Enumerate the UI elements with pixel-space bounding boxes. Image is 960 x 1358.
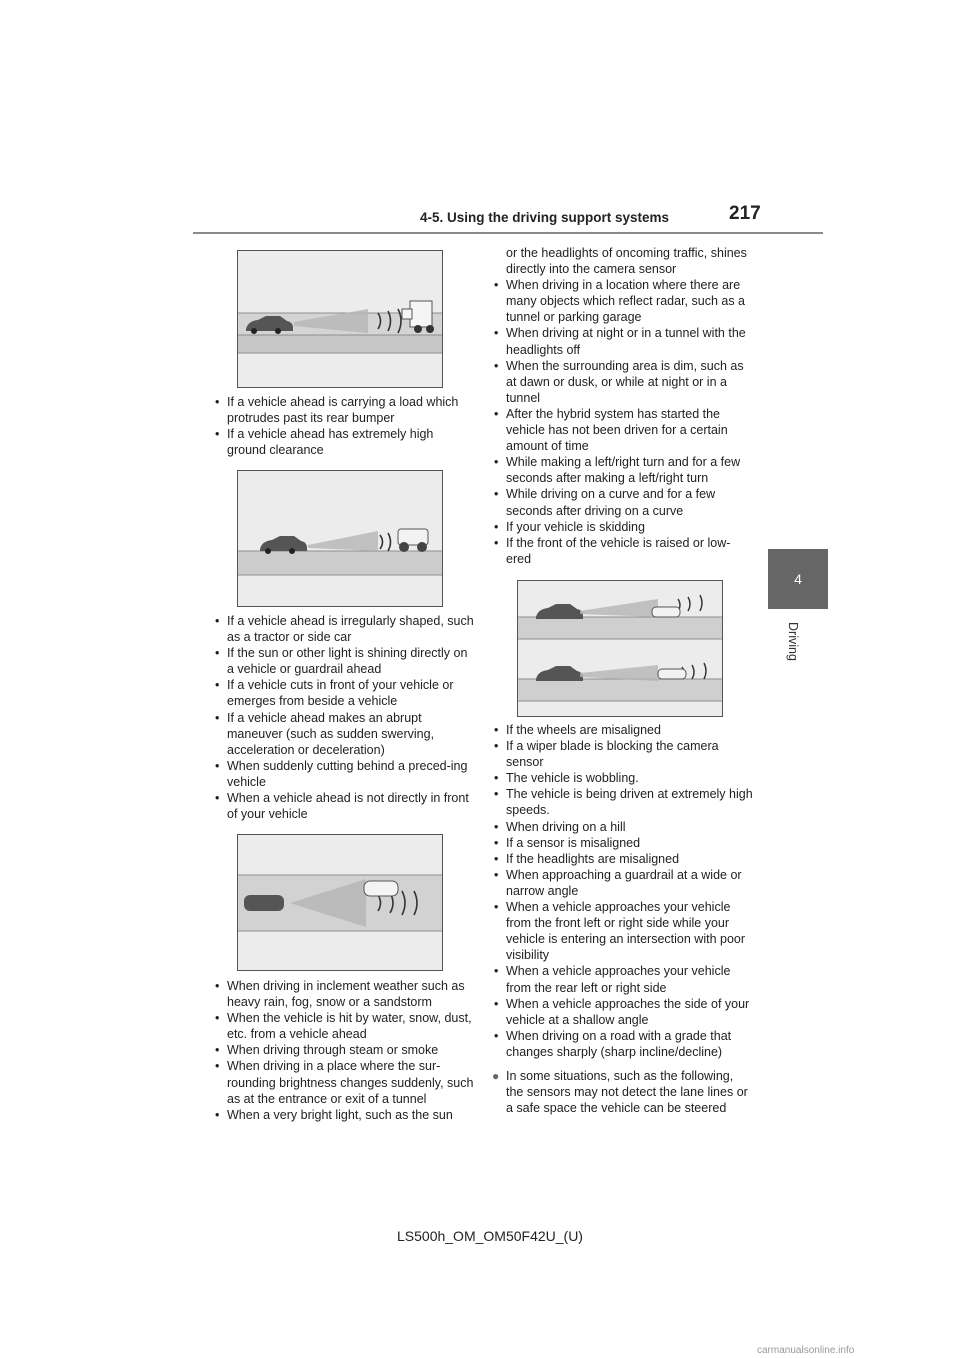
list-item: • When a vehicle approaches your vehicle from the front left or right side while your vehicle is entering an intersection with poor visibility <box>492 899 754 963</box>
list-item: • When the surrounding area is dim, such as at dawn or dusk, or while at night or in a tunnel <box>492 358 754 406</box>
list-item: • If the wheels are misaligned <box>492 722 754 738</box>
list-item: • When driving on a hill <box>492 819 754 835</box>
watermark: carmanualsonline.info <box>757 1345 855 1356</box>
list-item: • If a wiper blade is blocking the camera sensor <box>492 738 754 770</box>
list-item: • If the headlights are misaligned <box>492 851 754 867</box>
right-list-1 <box>492 245 754 567</box>
list-item: • If your vehicle is skidding <box>492 519 754 535</box>
right-list-2 <box>492 722 754 1116</box>
illustration-high-clearance <box>237 470 443 607</box>
list-item: • While driving on a curve and for a few seconds after driving on a curve <box>492 486 754 518</box>
list-item: • While making a left/right turn and for a few seconds after making a left/right turn <box>492 454 754 486</box>
continued-text: or the headlights of oncoming traffic, shines directly into the camera sensor <box>506 246 747 277</box>
list-item: • If a vehicle ahead makes an abrupt maneuver (such as sudden swerving, acceleration or deceleration) <box>213 710 475 758</box>
note-paragraph: ● In some situations, such as the following, the sensors may not detect the lane lines or a safe space the vehicle can be steered <box>492 1068 754 1116</box>
list-item: • If a vehicle ahead is irregularly shaped, such as a tractor or side car <box>213 613 475 645</box>
list-item: • When driving in a location where there are many objects which reflect radar, such as a tunnel or parking garage <box>492 277 754 325</box>
list-item: • When driving in a place where the sur-rounding brightness changes suddenly, such as at the entrance or exit of a tunnel <box>213 1058 475 1106</box>
list-item: • If the front of the vehicle is raised or low-ered <box>492 535 754 567</box>
section-title: 4-5. Using the driving support systems <box>420 210 670 225</box>
list-item: • If a vehicle cuts in front of your vehicle or emerges from beside a vehicle <box>213 677 475 709</box>
chapter-tab <box>768 549 828 609</box>
left-list-3 <box>213 978 475 1123</box>
illustration-lateral-vehicles <box>517 580 723 717</box>
list-item: • If a sensor is misaligned <box>492 835 754 851</box>
list-item: • If the sun or other light is shining directly on a vehicle or guardrail ahead <box>213 645 475 677</box>
list-item: • The vehicle is wobbling. <box>492 770 754 786</box>
list-item: • If a vehicle ahead has extremely high ground clearance <box>213 426 475 458</box>
illustration-offset-vehicle <box>237 834 443 971</box>
left-list-1 <box>213 394 475 458</box>
list-item: • When approaching a guardrail at a wide or narrow angle <box>492 867 754 899</box>
list-item: • When driving at night or in a tunnel with the headlights off <box>492 325 754 357</box>
illustration-truck-load <box>237 250 443 388</box>
list-item: • When a vehicle approaches your vehicle from the rear left or right side <box>492 963 754 995</box>
list-item: • When a very bright light, such as the sun <box>213 1107 475 1123</box>
header-divider <box>193 232 823 234</box>
chapter-label-vertical <box>786 622 806 682</box>
page-number: 217 <box>729 203 761 224</box>
list-item: • When driving in inclement weather such as heavy rain, fog, snow or a sandstorm <box>213 978 475 1010</box>
list-item: • When a vehicle approaches the side of your vehicle at a shallow angle <box>492 996 754 1028</box>
list-item: • When driving on a road with a grade that changes sharply (sharp incline/decline) <box>492 1028 754 1060</box>
left-list-2 <box>213 613 475 822</box>
list-item: • The vehicle is being driven at extremely high speeds. <box>492 786 754 818</box>
document-code: LS500h_OM_OM50F42U_(U) <box>397 1228 583 1244</box>
chapter-label: Driving <box>786 622 800 661</box>
list-item: • When the vehicle is hit by water, snow, dust, etc. from a vehicle ahead <box>213 1010 475 1042</box>
list-item: • After the hybrid system has started the vehicle has not been driven for a certain amount of time <box>492 406 754 454</box>
list-item: • When suddenly cutting behind a preced-ing vehicle <box>213 758 475 790</box>
list-item: • If a vehicle ahead is carrying a load which protrudes past its rear bumper <box>213 394 475 426</box>
list-item: • When a vehicle ahead is not directly in front of your vehicle <box>213 790 475 822</box>
chapter-number: 4 <box>794 571 802 587</box>
list-item: • When driving through steam or smoke <box>213 1042 475 1058</box>
